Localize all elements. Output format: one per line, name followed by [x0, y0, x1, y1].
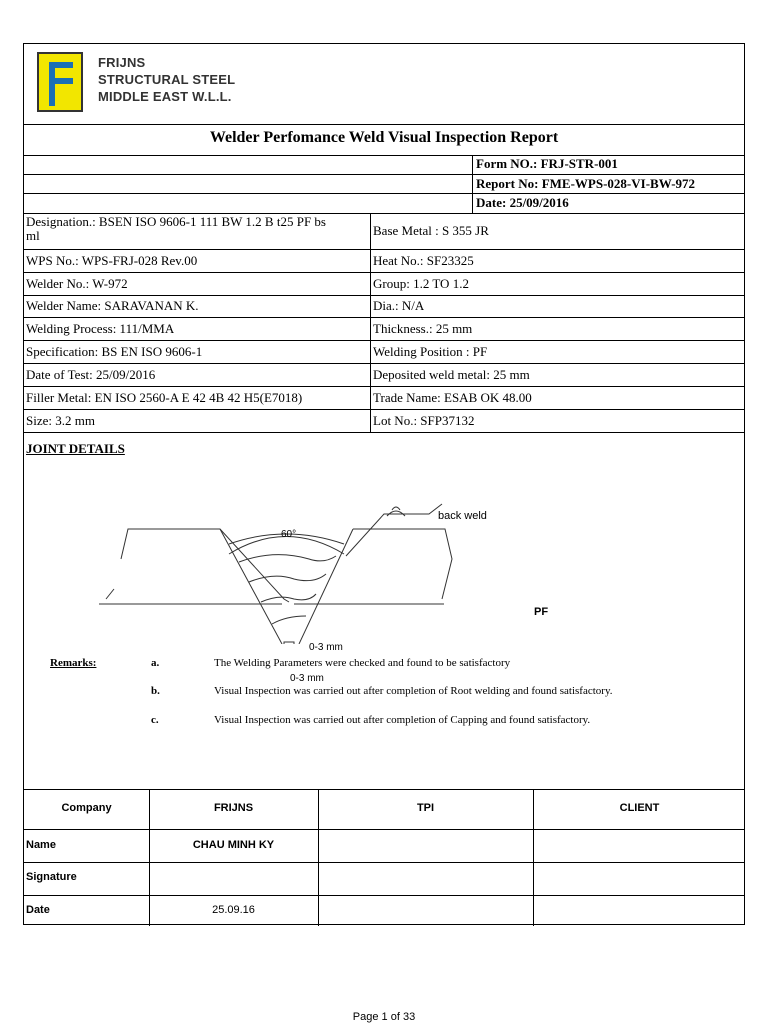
remark-text: Visual Inspection was carried out after completion of Capping and found satisfactory. — [214, 714, 591, 726]
signoff-header-company: Company — [61, 802, 112, 814]
welder-name: Welder Name: SARAVANAN K. — [26, 298, 199, 313]
right-plate-edge — [353, 529, 452, 599]
filler-metal: Filler Metal: EN ISO 2560-A E 42 4B 42 H5(E7018) — [26, 390, 303, 405]
remark-text: The Welding Parameters were checked and found to be satisfactory — [214, 657, 511, 669]
report-number: Report No: FME-WPS-028-VI-BW-972 — [476, 176, 696, 191]
back-weld-leader — [346, 504, 442, 556]
lot-number: Lot No.: SFP37132 — [373, 413, 475, 428]
diameter: Dia.: N/A — [373, 298, 425, 313]
report-date: Date: 25/09/2016 — [476, 195, 569, 210]
page-footer: Page 1 of 33 — [352, 1011, 416, 1023]
remarks-label: Remarks: — [50, 657, 97, 669]
company-logo — [37, 52, 83, 112]
fill-pass-3 — [261, 594, 316, 602]
signoff-header-frijns: FRIJNS — [213, 802, 254, 814]
root-face-label: 0-3 mm — [290, 673, 324, 684]
left-break-line — [106, 589, 114, 599]
heat-number: Heat No.: SF23325 — [373, 253, 474, 268]
designation: Designation.: BSEN ISO 9606-1 111 BW 1.2 B t25 PF bs ml — [26, 215, 326, 243]
specification: Specification: BS EN ISO 9606-1 — [26, 344, 203, 359]
remark-letter: c. — [151, 714, 159, 726]
date-of-test: Date of Test: 25/09/2016 — [26, 367, 156, 382]
base-metal: Base Metal : S 355 JR — [373, 223, 489, 238]
deposited-weld-metal: Deposited weld metal: 25 mm — [373, 367, 530, 382]
signoff-row-label: Signature — [26, 871, 77, 883]
weld-position-label: PF — [534, 606, 549, 618]
fill-pass-2 — [249, 574, 326, 582]
remark-letter: a. — [151, 657, 160, 669]
welding-process: Welding Process: 111/MMA — [26, 321, 175, 336]
report-frame — [23, 43, 745, 925]
back-weld-label: back weld — [438, 510, 487, 522]
joint-diagram — [24, 444, 744, 644]
remark-text: Visual Inspection was carried out after completion of Root welding and found satisfactory. — [214, 685, 613, 697]
signoff-row-label: Name — [26, 839, 56, 851]
thickness: Thickness.: 25 mm — [373, 321, 473, 336]
root-pass — [272, 616, 306, 624]
company-name — [98, 54, 235, 105]
right-groove-face — [299, 529, 353, 644]
welding-position: Welding Position : PF — [373, 344, 488, 359]
signoff-frijns-name: CHAU MINH KY — [192, 839, 275, 851]
groove-angle-label: 60° — [281, 529, 297, 540]
signoff-header-tpi: TPI — [416, 802, 435, 814]
electrode-size: Size: 3.2 mm — [26, 413, 95, 428]
company-name-line1: FRIJNS — [98, 55, 146, 70]
company-name-line2: STRUCTURAL STEEL — [98, 72, 236, 87]
company-name-line3: MIDDLE EAST W.L.L. — [98, 89, 232, 104]
form-number: Form NO.: FRJ-STR-001 — [476, 156, 618, 171]
group: Group: 1.2 TO 1.2 — [373, 276, 469, 291]
signoff-row-label: Date — [26, 904, 50, 916]
signoff-frijns-date: 25.09.16 — [212, 904, 255, 916]
wps-number: WPS No.: WPS-FRJ-028 Rev.00 — [26, 253, 198, 268]
root-gap-label: 0-3 mm — [309, 642, 343, 653]
joint-details-heading: JOINT DETAILS — [26, 441, 125, 456]
welder-number: Welder No.: W-972 — [26, 276, 128, 291]
left-plate-edge — [121, 529, 289, 602]
remark-letter: b. — [151, 685, 160, 697]
fill-pass-1 — [239, 555, 336, 562]
trade-name: Trade Name: ESAB OK 48.00 — [373, 390, 532, 405]
signoff-header-client: CLIENT — [619, 802, 660, 814]
root-gap — [284, 642, 294, 644]
report-title: Welder Perfomance Weld Visual Inspection Report — [209, 129, 559, 146]
